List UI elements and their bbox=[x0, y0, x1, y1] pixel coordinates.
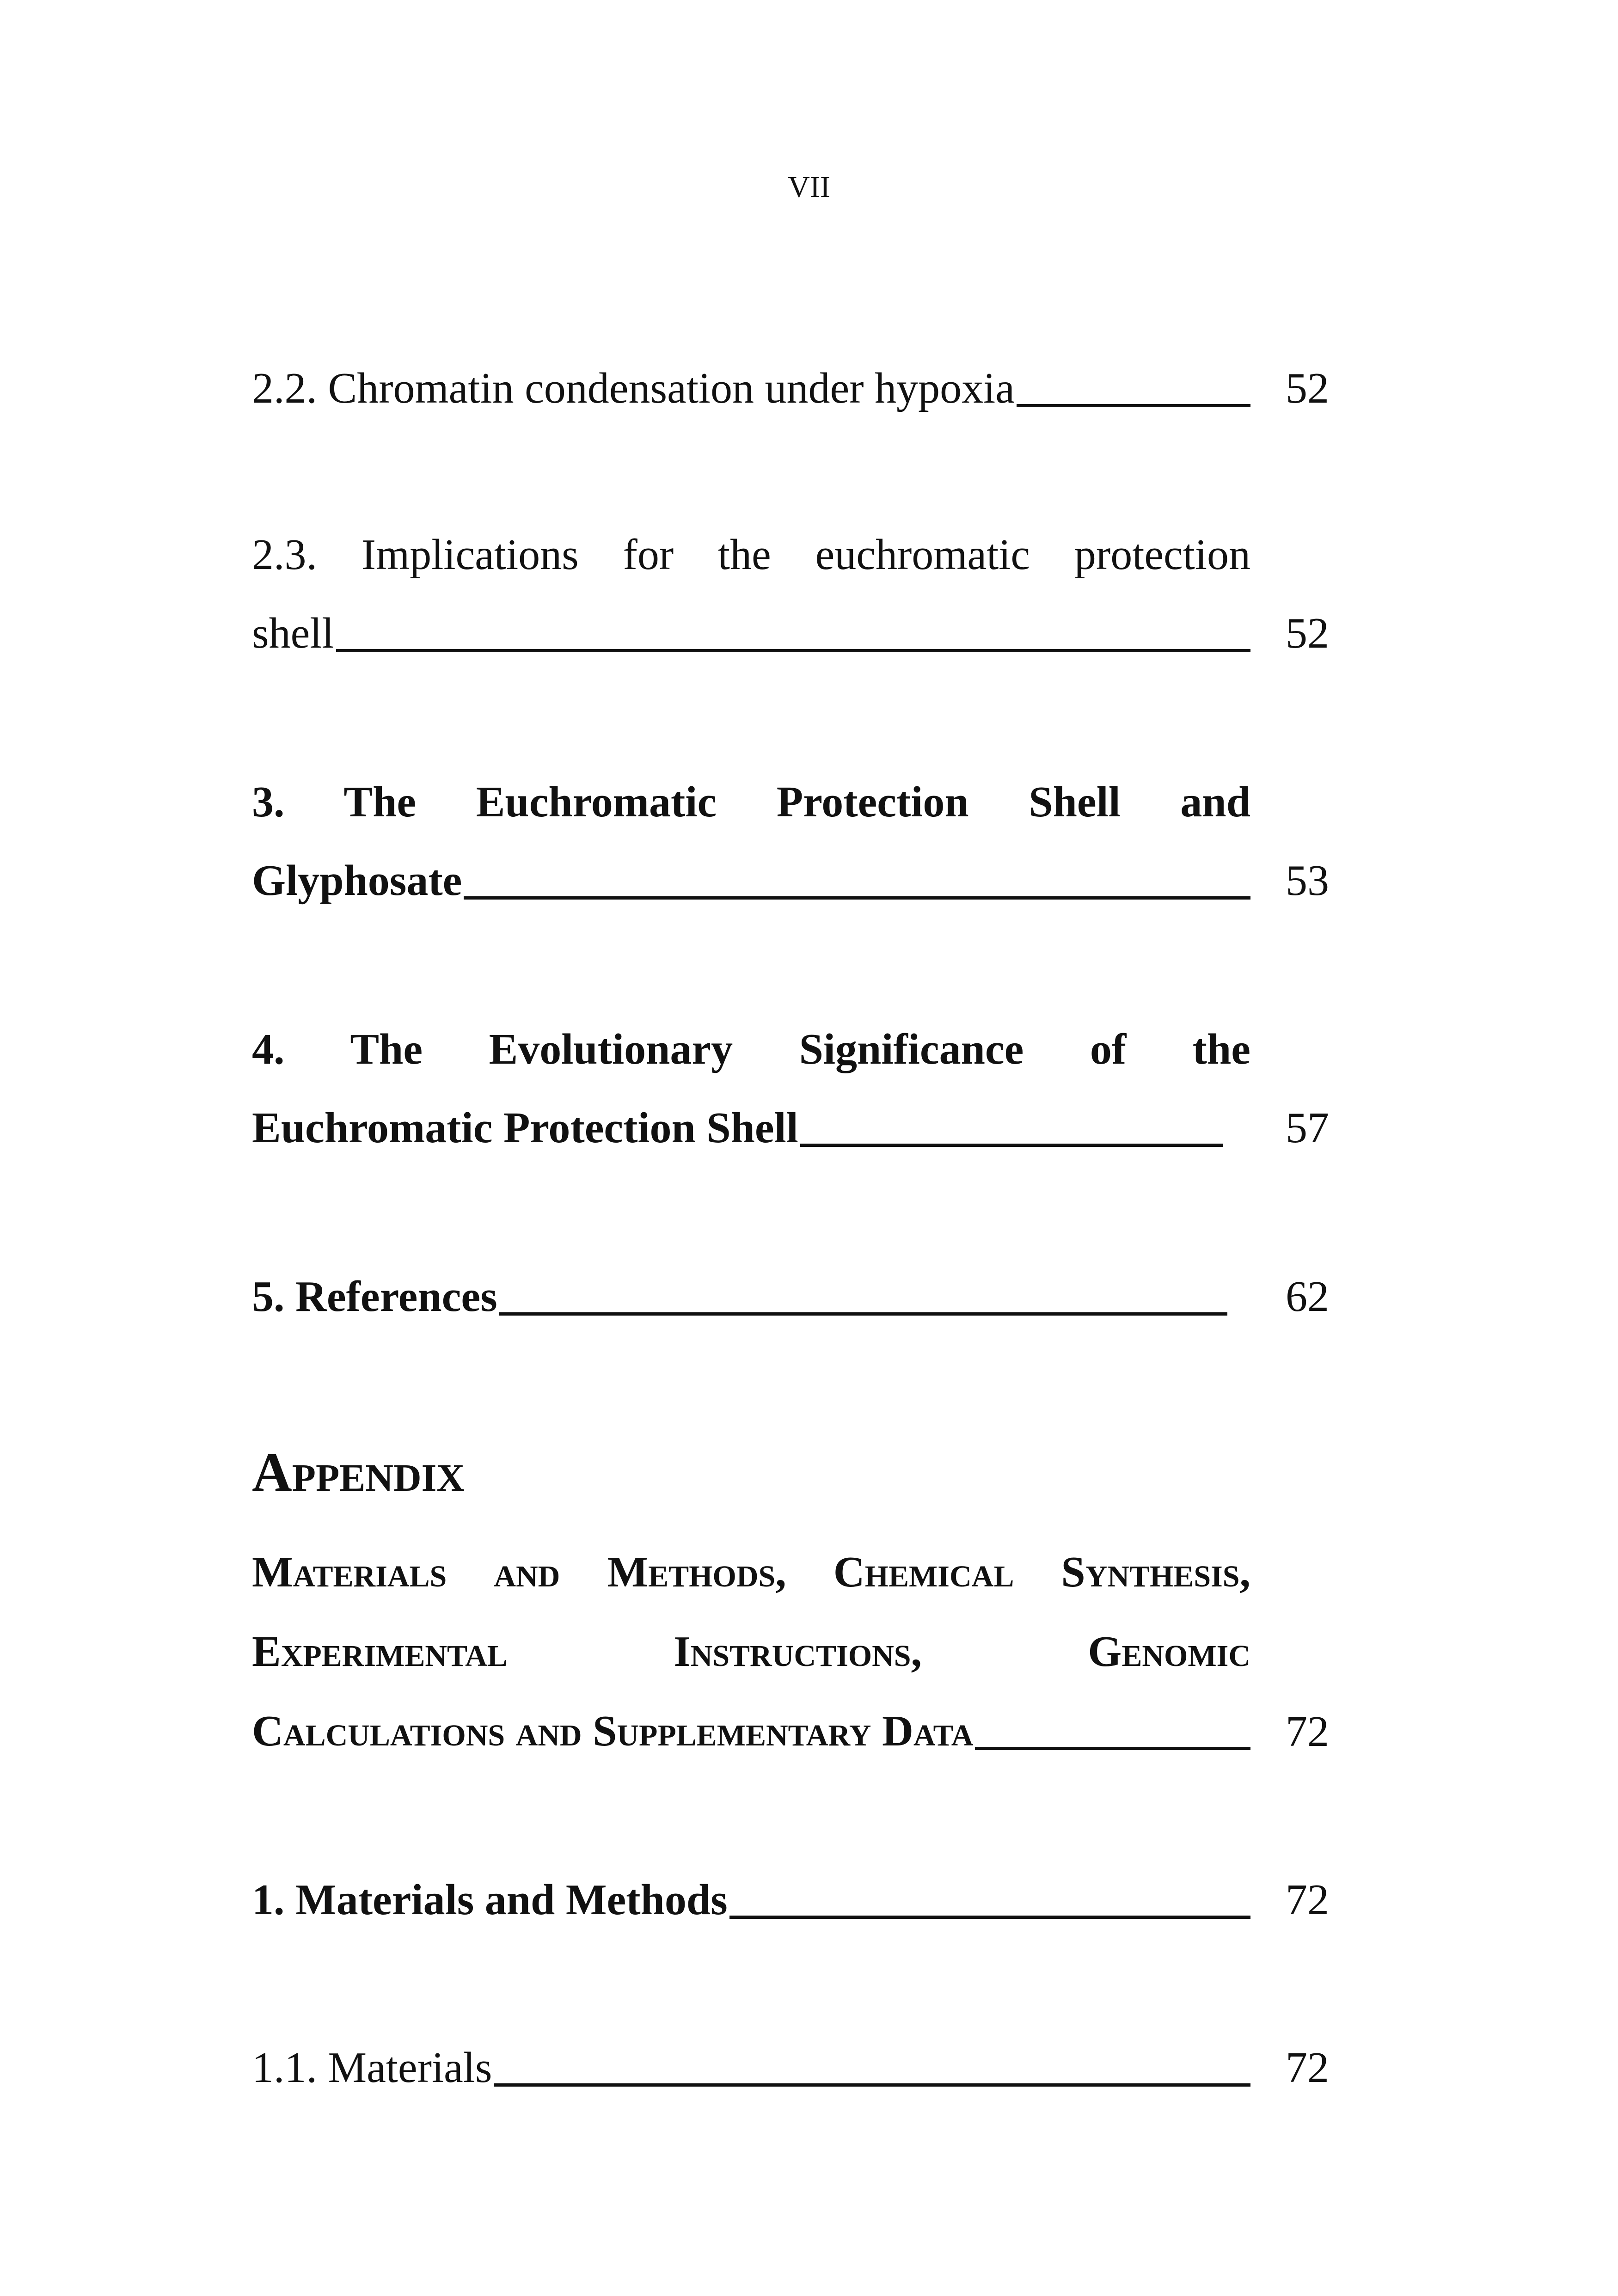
toc-entry-title: 3. The Euchromatic Protection Shell and bbox=[252, 778, 1250, 826]
toc-entry[interactable] bbox=[252, 515, 1329, 673]
dot-leader bbox=[499, 1312, 1227, 1316]
appendix-subtitle-line: Experimental Instructions, Genomic bbox=[252, 1628, 1250, 1676]
toc-entry-title: 2.3. Implications for the euchromatic protection bbox=[252, 531, 1250, 579]
appendix-heading: Appendix bbox=[252, 1441, 465, 1503]
toc-entry-appendix[interactable] bbox=[252, 1532, 1329, 1771]
dot-leader bbox=[800, 1144, 1223, 1147]
appendix-subtitle-line: Calculations and Supplementary Data bbox=[252, 1707, 974, 1755]
toc-entry[interactable] bbox=[252, 1861, 1329, 1939]
toc-entry-title-continued: Glyphosate bbox=[252, 857, 462, 905]
toc-entry[interactable] bbox=[252, 349, 1329, 428]
toc-entry-title: 1. Materials and Methods bbox=[252, 1876, 728, 1924]
toc-entry[interactable] bbox=[252, 1010, 1329, 1167]
toc-page-number: 53 bbox=[1286, 857, 1329, 905]
dot-leader bbox=[729, 1916, 1250, 1919]
toc-entry[interactable] bbox=[252, 2028, 1329, 2107]
toc-page-number: 72 bbox=[1286, 1876, 1329, 1924]
toc-entry-title: 4. The Evolutionary Significance of the bbox=[252, 1025, 1250, 1073]
toc-entry[interactable] bbox=[252, 1257, 1329, 1336]
dot-leader bbox=[1017, 404, 1250, 407]
toc-entry-title: 1.1. Materials bbox=[252, 2044, 492, 2092]
dot-leader bbox=[336, 649, 1250, 652]
toc-page-number: 72 bbox=[1286, 2044, 1329, 2092]
toc-entry-title: 5. References bbox=[252, 1273, 497, 1321]
toc-page-number: 72 bbox=[1286, 1708, 1329, 1756]
toc-page-number: 52 bbox=[1286, 609, 1329, 657]
toc-page-number: 52 bbox=[1286, 364, 1329, 412]
toc-page-number: 57 bbox=[1286, 1104, 1329, 1152]
dot-leader bbox=[975, 1747, 1250, 1750]
toc-entry-title-continued: shell bbox=[252, 609, 334, 657]
dot-leader bbox=[494, 2083, 1250, 2087]
toc-entry-title: 2.2. Chromatin condensation under hypoxia bbox=[252, 364, 1015, 412]
appendix-subtitle-line: Materials and Methods, Chemical Synthesis, bbox=[252, 1548, 1250, 1596]
page-number: VII bbox=[788, 170, 830, 204]
dot-leader bbox=[464, 896, 1250, 900]
toc-page-number: 62 bbox=[1286, 1273, 1329, 1321]
toc-entry-title-continued: Euchromatic Protection Shell bbox=[252, 1104, 798, 1152]
toc-entry[interactable] bbox=[252, 763, 1329, 920]
